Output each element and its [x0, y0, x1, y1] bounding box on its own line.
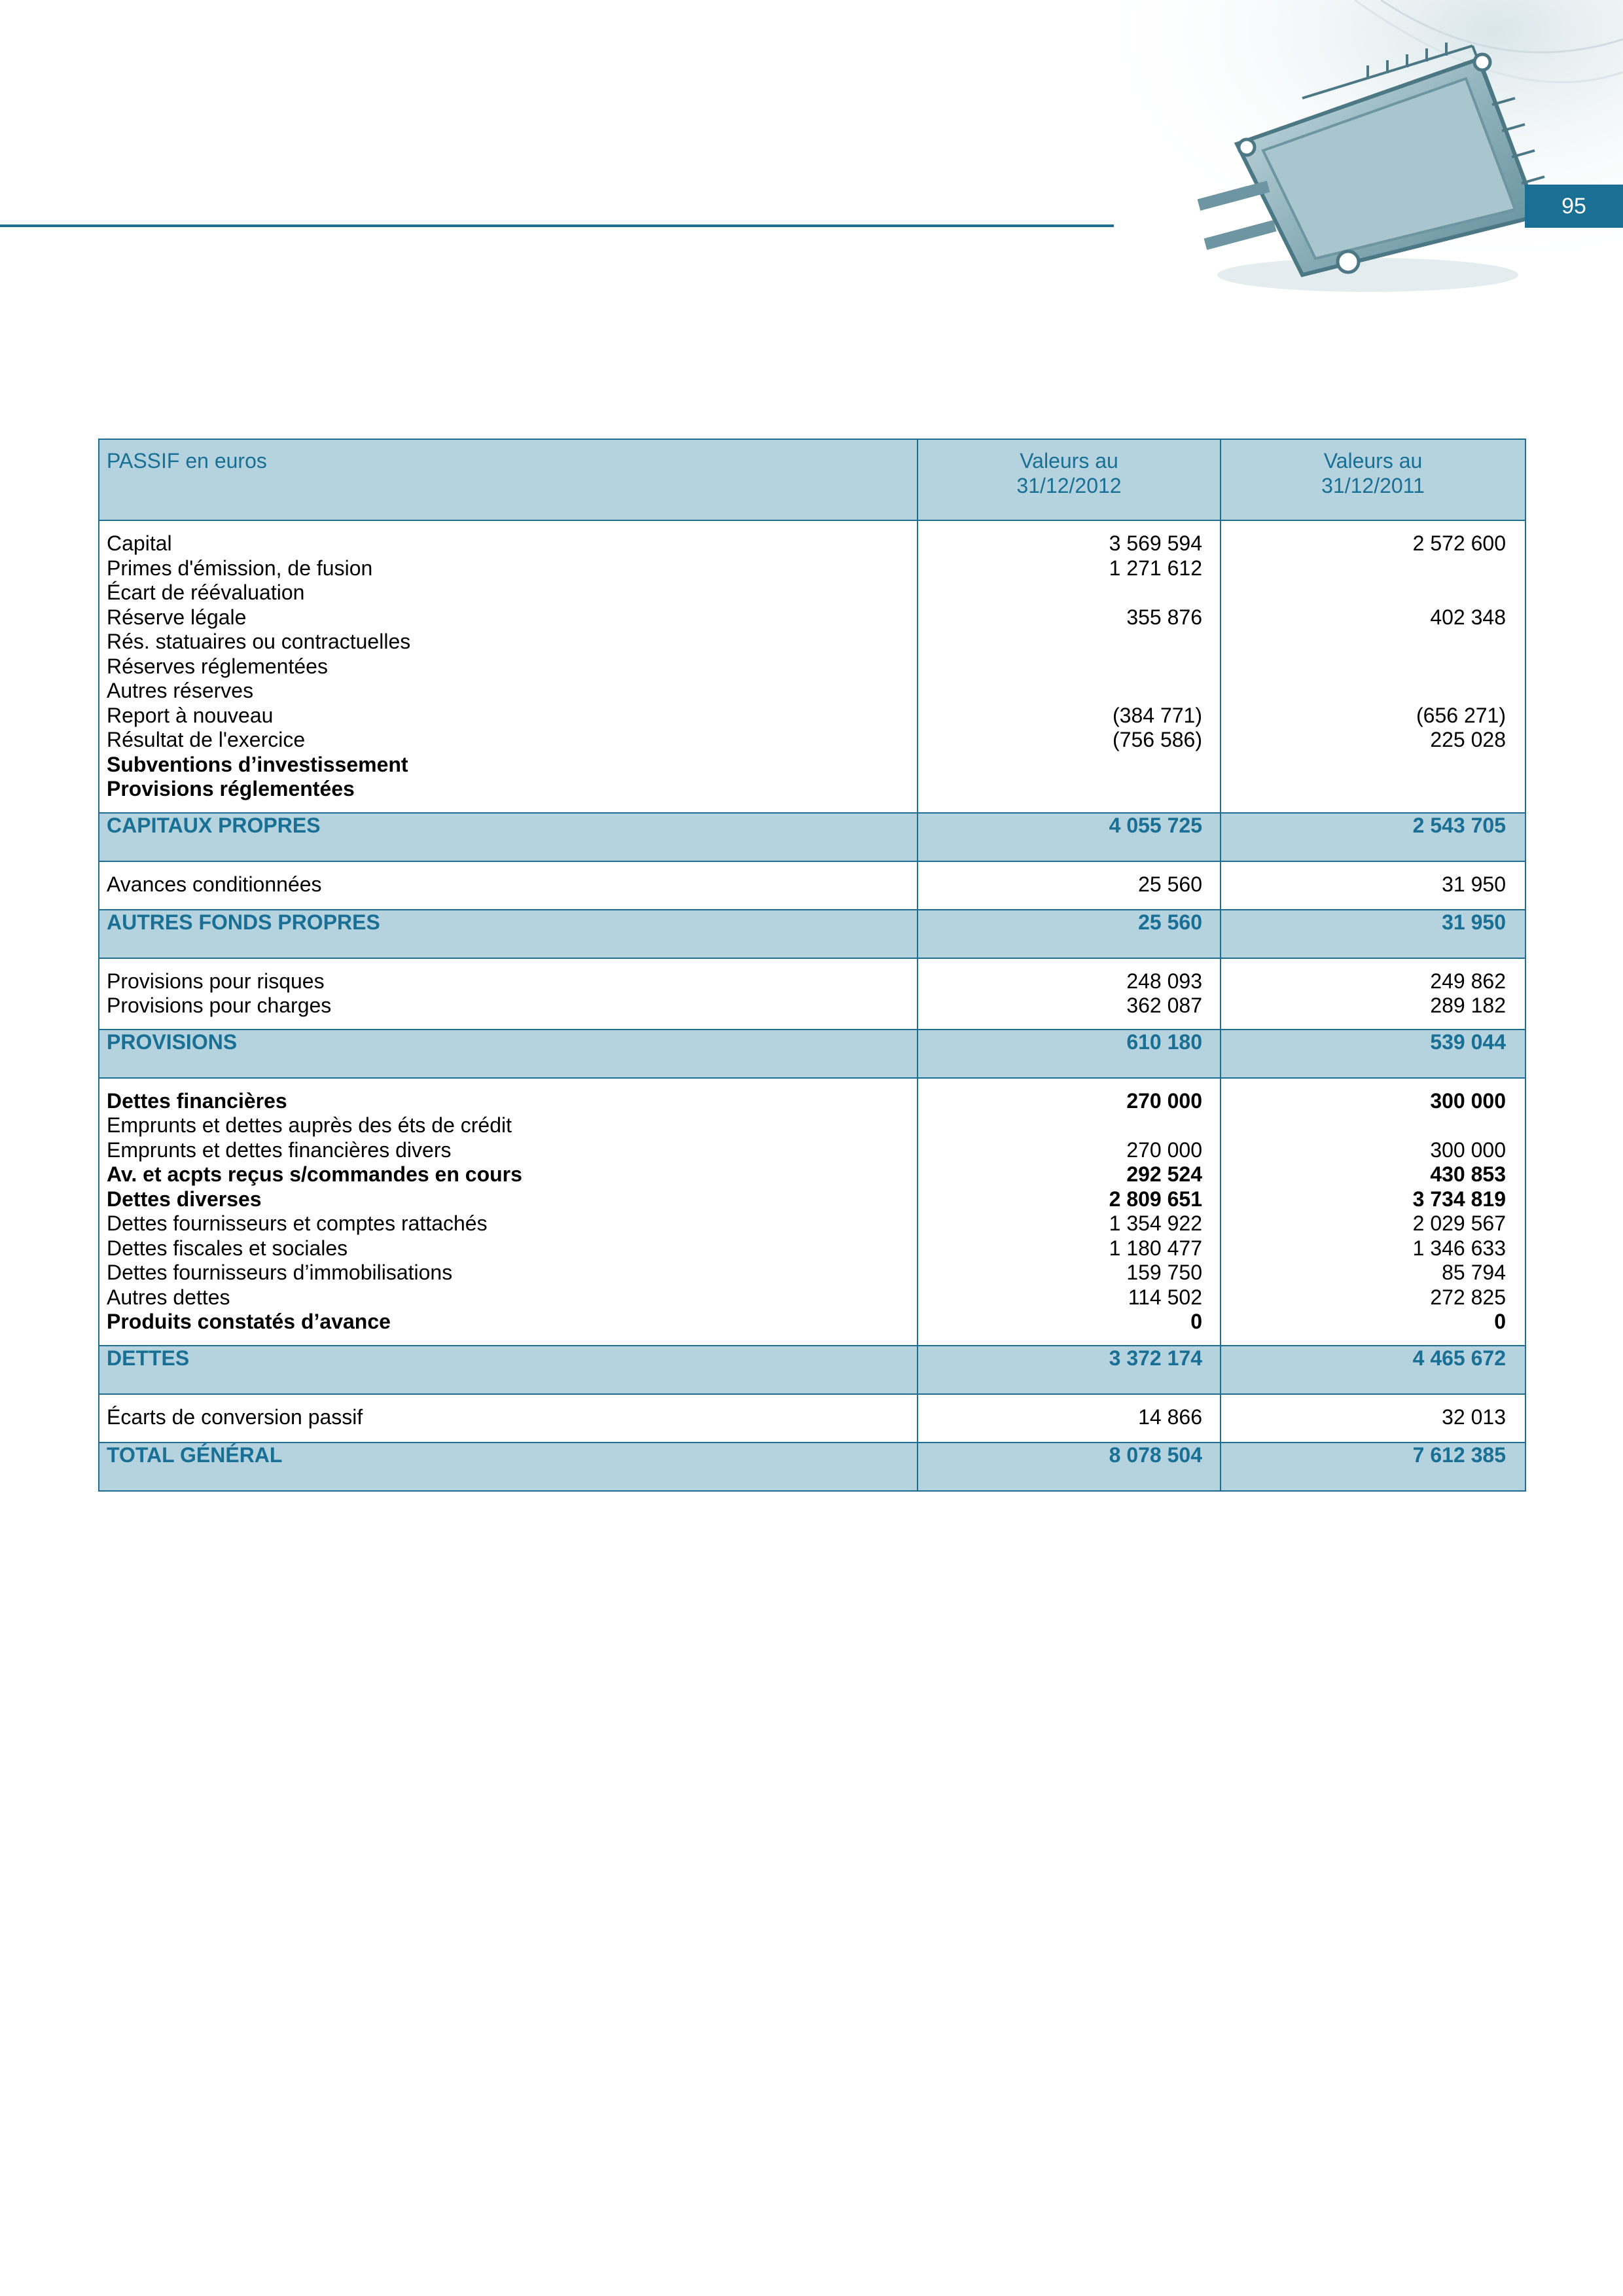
line-value-2012: 1 354 922: [1109, 1211, 1202, 1235]
line-value-2011: 3 734 819: [1412, 1187, 1506, 1211]
line-value-2012: 270 000: [1126, 1088, 1202, 1113]
provisions-detail-row: [99, 958, 1525, 1030]
line-value-2011: 300 000: [1430, 1138, 1506, 1162]
line-label: Autres réserves: [107, 679, 254, 702]
line-value-2011: 289 182: [1430, 994, 1506, 1017]
line-label: Écarts de conversion passif: [107, 1405, 363, 1429]
line-label: Dettes fournisseurs et comptes rattachés: [107, 1211, 488, 1235]
dettes-total-label: DETTES: [99, 1346, 918, 1394]
dettes-total-2012: 3 372 174: [918, 1346, 1221, 1394]
page-number: 95: [1525, 185, 1623, 228]
line-label: Dettes financières: [107, 1088, 287, 1113]
dettes-values-2011: [1221, 1078, 1525, 1346]
line-label: Provisions pour risques: [107, 969, 325, 993]
line-value-2011: [1221, 556, 1506, 581]
autres-fonds-propres-values-2012: [918, 861, 1221, 910]
total-general-total-2012: 8 078 504: [918, 1443, 1221, 1491]
line-value-2011: 1 346 633: [1412, 1236, 1506, 1260]
header-2012-line1: Valeurs au: [1020, 449, 1118, 473]
capitaux-propres-values-2012: [918, 520, 1221, 813]
line-value-2012: 248 093: [1126, 969, 1202, 993]
header-rule: [0, 224, 1114, 227]
provisions-total-2012: 610 180: [918, 1030, 1221, 1078]
line-value-2012: 355 876: [1126, 605, 1202, 629]
autres-fonds-propres-detail-row: [99, 861, 1525, 910]
line-value-2011: 32 013: [1442, 1405, 1506, 1429]
total-general-total-row: [99, 1443, 1525, 1491]
capitaux-propres-total-2012: 4 055 725: [918, 813, 1221, 861]
provisions-total-2011: 539 044: [1221, 1030, 1525, 1078]
line-label: Dettes fournisseurs d’immobilisations: [107, 1261, 453, 1284]
autres-fonds-propres-total-2011: 31 950: [1221, 910, 1525, 958]
line-value-2012: 25 560: [1138, 872, 1202, 896]
capitaux-propres-total-2011: 2 543 705: [1221, 813, 1525, 861]
line-value-2011: [1221, 655, 1506, 679]
line-value-2011: 225 028: [1430, 728, 1506, 751]
line-label: Résultat de l'exercice: [107, 728, 306, 751]
line-label: Emprunts et dettes financières divers: [107, 1138, 452, 1162]
line-value-2011: 430 853: [1430, 1162, 1506, 1186]
provisions-values-2012: [918, 958, 1221, 1030]
line-value-2012: 3 569 594: [1109, 531, 1202, 555]
line-value-2011: 402 348: [1430, 605, 1506, 629]
line-value-2011: [1221, 630, 1506, 655]
autres-fonds-propres-labels: [99, 861, 918, 910]
dettes-total-row: [99, 1346, 1525, 1394]
autres-fonds-propres-values-2011: [1221, 861, 1525, 910]
line-label: Autres dettes: [107, 1285, 230, 1309]
capitaux-propres-labels: [99, 520, 918, 813]
line-value-2012: (756 586): [1113, 728, 1202, 751]
line-value-2011: [1221, 679, 1506, 704]
line-label: Emprunts et dettes auprès des éts de crédit: [107, 1113, 512, 1137]
line-value-2012: 1 271 612: [1109, 556, 1202, 580]
line-label: Dettes fiscales et sociales: [107, 1236, 348, 1260]
line-value-2011: 300 000: [1430, 1088, 1506, 1113]
line-label: Rés. statuaires ou contractuelles: [107, 630, 411, 653]
line-label: Primes d'émission, de fusion: [107, 556, 373, 580]
table-header-row: [99, 439, 1525, 520]
line-value-2011: [1221, 777, 1506, 802]
line-value-2011: [1221, 753, 1506, 778]
line-label: Dettes diverses: [107, 1187, 262, 1211]
line-value-2011: 0: [1494, 1310, 1506, 1333]
autres-fonds-propres-total-row: [99, 910, 1525, 958]
line-value-2012: (384 771): [1113, 703, 1202, 727]
provisions-total-row: [99, 1030, 1525, 1078]
dettes-values-2012: [918, 1078, 1221, 1346]
electronic-module-icon: [1106, 0, 1623, 308]
line-value-2012: 114 502: [1128, 1285, 1202, 1309]
header-2011-line1: Valeurs au: [1323, 449, 1423, 473]
line-label: Provisions pour charges: [107, 994, 332, 1017]
line-label: Subventions d’investissement: [107, 752, 408, 776]
line-value-2011: (656 271): [1416, 703, 1506, 727]
line-value-2011: 2 572 600: [1412, 531, 1506, 555]
line-label: Écart de réévaluation: [107, 581, 305, 604]
line-value-2011: 31 950: [1442, 872, 1506, 896]
line-label: Produits constatés d’avance: [107, 1310, 391, 1333]
capitaux-propres-total-row: [99, 813, 1525, 861]
line-value-2012: [918, 753, 1202, 778]
line-value-2012: [918, 777, 1202, 802]
line-value-2012: 2 809 651: [1109, 1187, 1202, 1211]
total-general-detail-row: [99, 1394, 1525, 1443]
provisions-values-2011: [1221, 958, 1525, 1030]
line-label: Avances conditionnées: [107, 872, 322, 896]
line-label: Provisions réglementées: [107, 777, 355, 800]
header-2011: [1221, 439, 1525, 520]
dettes-labels: [99, 1078, 918, 1346]
line-value-2012: 1 180 477: [1109, 1236, 1202, 1260]
line-value-2012: [918, 630, 1202, 655]
line-label: Réserve légale: [107, 605, 247, 629]
total-general-total-label: TOTAL GÉNÉRAL: [99, 1443, 918, 1491]
line-value-2011: 272 825: [1430, 1285, 1506, 1309]
line-value-2012: 159 750: [1126, 1261, 1202, 1284]
header-2011-line2: 31/12/2011: [1321, 473, 1425, 497]
line-value-2012: [918, 655, 1202, 679]
line-value-2012: [918, 1113, 1202, 1138]
line-value-2011: 2 029 567: [1412, 1211, 1506, 1235]
autres-fonds-propres-total-label: AUTRES FONDS PROPRES: [99, 910, 918, 958]
capitaux-propres-total-label: CAPITAUX PROPRES: [99, 813, 918, 861]
line-value-2011: 249 862: [1430, 969, 1506, 993]
line-label: Capital: [107, 531, 172, 555]
dettes-detail-row: [99, 1078, 1525, 1346]
line-value-2012: 270 000: [1126, 1138, 1202, 1162]
line-value-2011: [1221, 581, 1506, 605]
passif-table: [98, 439, 1526, 1492]
header-label: PASSIF en euros: [99, 439, 918, 520]
total-general-values-2012: [918, 1394, 1221, 1443]
capitaux-propres-detail-row: [99, 520, 1525, 813]
line-value-2012: [918, 679, 1202, 704]
autres-fonds-propres-total-2012: 25 560: [918, 910, 1221, 958]
line-value-2011: 85 794: [1442, 1261, 1506, 1284]
line-value-2012: [918, 581, 1202, 605]
line-value-2012: 362 087: [1126, 994, 1202, 1017]
total-general-total-2011: 7 612 385: [1221, 1443, 1525, 1491]
line-value-2012: 292 524: [1126, 1162, 1202, 1186]
capitaux-propres-values-2011: [1221, 520, 1525, 813]
provisions-labels: [99, 958, 918, 1030]
line-value-2011: [1221, 1113, 1506, 1138]
line-label: Av. et acpts reçus s/commandes en cours: [107, 1162, 522, 1186]
total-general-labels: [99, 1394, 918, 1443]
line-value-2012: 0: [1190, 1310, 1202, 1333]
line-value-2012: 14 866: [1138, 1405, 1202, 1429]
header-2012: [918, 439, 1221, 520]
line-label: Réserves réglementées: [107, 654, 328, 678]
total-general-values-2011: [1221, 1394, 1525, 1443]
dettes-total-2011: 4 465 672: [1221, 1346, 1525, 1394]
header-2012-line2: 31/12/2012: [1016, 473, 1122, 497]
provisions-total-label: PROVISIONS: [99, 1030, 918, 1078]
line-label: Report à nouveau: [107, 703, 274, 727]
